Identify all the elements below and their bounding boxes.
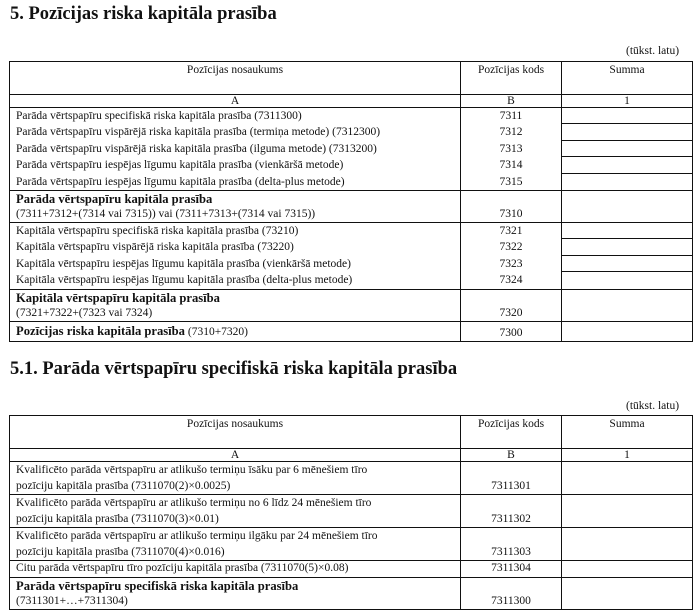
section-5-1-unit: (tūkst. latu): [626, 400, 680, 412]
row-code: 7321: [499, 225, 523, 238]
total-title: Parāda vērtspapīru specifiskā riska kapitāla prasība: [16, 578, 299, 593]
sum-cell[interactable]: [562, 124, 692, 140]
row-name: Parāda vērtspapīru specifiskā riska kapitāla prasība (7311300): [16, 110, 302, 122]
total-title: Kapitāla vērtspapīru kapitāla prasība: [16, 290, 220, 305]
sum-cell[interactable]: [562, 495, 693, 528]
header-name: Pozīcijas nosaukums: [10, 416, 461, 449]
row-code: 7311302: [461, 495, 562, 528]
section-5-title: 5. Pozīcijas riska kapitāla prasība: [10, 4, 277, 24]
row-name-line: Kvalificēto parāda vērtspapīru ar atlikušo termiņu īsāku par 6 mēnešiem tīro: [16, 464, 368, 476]
sum-cell[interactable]: [562, 256, 692, 272]
total-7310-name: [10, 191, 461, 223]
row-code: 7322: [499, 241, 523, 254]
header-sum: Summa: [562, 62, 693, 95]
row-name: Kapitāla vērtspapīru vispārējā riska kapitāla prasība (73220): [16, 241, 294, 254]
total-7311300-name: [10, 577, 461, 609]
total-formula: (7321+7322+(7323 vai 7324): [16, 306, 153, 319]
section-5-unit: (tūkst. latu): [626, 45, 680, 57]
header-name: Pozīcijas nosaukums: [10, 62, 461, 95]
row-name: Parāda vērtspapīru vispārējā riska kapitāla prasība (ilguma metode) (7313200): [16, 142, 377, 155]
letter-b: B: [461, 95, 562, 108]
row-code: 7312: [499, 126, 523, 139]
section-5-1-title: 5.1. Parāda vērtspapīru specifiskā riska kapitāla prasība: [10, 359, 458, 379]
total-7300-sum[interactable]: [562, 321, 693, 341]
row-code: 7311303: [461, 528, 562, 561]
group1-names: [10, 108, 461, 191]
row-code: 7324: [499, 274, 523, 287]
row-name: [10, 528, 461, 561]
row-name: Kapitāla vērtspapīru iespējas līgumu kapitāla prasība (delta-plus metode): [16, 274, 353, 287]
total-7310-sum[interactable]: [562, 191, 693, 223]
sum-cell[interactable]: [562, 141, 692, 157]
row-code: 7311: [499, 110, 523, 122]
row-name-line: Kvalificēto parāda vērtspapīru ar atlikušo termiņu no 6 līdz 24 mēnešiem tīro: [16, 497, 372, 509]
sum-cell[interactable]: [562, 272, 692, 288]
row-name: Parāda vērtspapīru iespējas līgumu kapitāla prasība (delta-plus metode): [16, 175, 345, 188]
sum-cell[interactable]: [562, 223, 692, 239]
group1-sums: [562, 108, 693, 191]
row-name-line: Kvalificēto parāda vērtspapīru ar atlikušo termiņu ilgāku par 24 mēnešiem tīro: [16, 530, 378, 542]
row-name: Parāda vērtspapīru vispārējā riska kapitāla prasība (termiņa metode) (7312300): [16, 126, 381, 139]
header-sum: Summa: [562, 416, 693, 449]
section-5-table: [9, 61, 693, 342]
letter-b: B: [461, 449, 562, 462]
row-name-line: pozīciju kapitāla prasība (7311070(4)×0.016): [16, 545, 225, 558]
total-7320-sum[interactable]: [562, 289, 693, 321]
row-code: 7314: [499, 159, 523, 172]
total-7310-code: 7310: [461, 191, 562, 223]
row-code: 7311301: [461, 462, 562, 495]
row-name: Parāda vērtspapīru iespējas līgumu kapitāla prasība (vienkāršā metode): [16, 159, 344, 172]
total-7300-name: [10, 321, 461, 341]
letter-a: A: [10, 95, 461, 108]
total-7311300-code: 7311300: [461, 577, 562, 609]
row-code: 7315: [499, 175, 523, 188]
row-name-line: pozīciju kapitāla prasība (7311070(2)×0.0025): [16, 479, 231, 492]
row-code: 7313: [499, 142, 523, 155]
letter-a: A: [10, 449, 461, 462]
row-code: 7311304: [461, 561, 562, 578]
sum-cell[interactable]: [562, 239, 692, 255]
sum-cell[interactable]: [562, 174, 692, 190]
row-name: [10, 462, 461, 495]
row-name: Kapitāla vērtspapīru specifiskā riska kapitāla prasība (73210): [16, 225, 299, 238]
section-5-1-table: [9, 415, 693, 610]
header-code: Pozīcijas kods: [461, 416, 562, 449]
total-title: Parāda vērtspapīru kapitāla prasība: [16, 192, 213, 207]
letter-1: 1: [562, 95, 693, 108]
row-name: Kapitāla vērtspapīru iespējas līgumu kapitāla prasība (vienkāršā metode): [16, 257, 351, 270]
letter-1: 1: [562, 449, 693, 462]
row-name: [10, 495, 461, 528]
total-formula: (7311301+…+7311304): [16, 594, 128, 607]
total-7311300-sum[interactable]: [562, 577, 693, 609]
sum-cell[interactable]: [562, 561, 693, 578]
row-name: Citu parāda vērtspapīru tīro pozīciju kapitāla prasība (7311070(5)×0.08): [10, 561, 461, 578]
group2-codes: [461, 223, 562, 290]
group2-sums: [562, 223, 693, 290]
group1-codes: [461, 108, 562, 191]
header-code: Pozīcijas kods: [461, 62, 562, 95]
group2-names: [10, 223, 461, 290]
total-7300-code: 7300: [461, 321, 562, 341]
total-7320-code: 7320: [461, 289, 562, 321]
total-formula: (7311+7312+(7314 vai 7315)) vai (7311+7313+(7314 vai 7315)): [16, 208, 316, 221]
sum-cell[interactable]: [562, 108, 692, 124]
row-name-line: pozīciju kapitāla prasība (7311070(3)×0.01): [16, 512, 219, 525]
total-title: Pozīcijas riska kapitāla prasība: [16, 323, 185, 338]
sum-cell[interactable]: [562, 157, 692, 173]
row-code: 7323: [499, 257, 523, 270]
sum-cell[interactable]: [562, 528, 693, 561]
total-7320-name: [10, 289, 461, 321]
total-formula: (7310+7320): [184, 325, 249, 338]
sum-cell[interactable]: [562, 462, 693, 495]
